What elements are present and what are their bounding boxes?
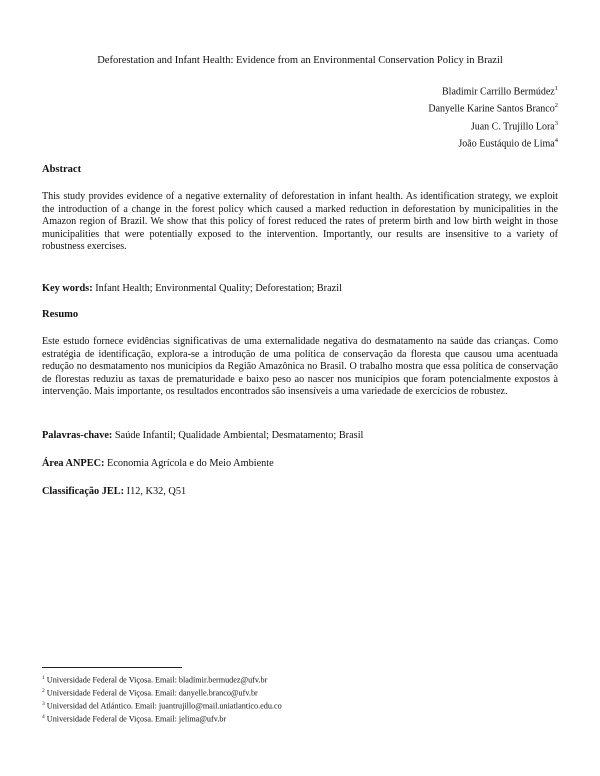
author-footnote-mark: 4 (554, 136, 558, 144)
palavras-chave-value: Saúde Infantil; Qualidade Ambiental; Desmatamento; Brasil (112, 430, 364, 441)
area-anpec-line (42, 458, 274, 469)
paper-title: Deforestation and Infant Health: Evidence from an Environmental Conservation Policy in Brazil (97, 55, 503, 66)
jel-value: I12, K32, Q51 (124, 486, 187, 497)
footnotes (42, 673, 282, 725)
footnote-mark: 4 (42, 714, 45, 721)
jel-line (42, 486, 186, 497)
author-name: Bladimir Carrillo Bermúdez (442, 86, 555, 98)
palavras-chave-line (42, 430, 363, 441)
footnote-3 (42, 699, 282, 712)
footnote-mark: 1 (42, 675, 45, 681)
footnote-1 (42, 673, 282, 686)
author-list (428, 82, 558, 151)
footnote-text: Universidade Federal de Viçosa. Email: bladimir.bermudez@ufv.br (44, 675, 268, 685)
author-footnote-mark: 2 (554, 102, 558, 110)
author-name: João Eustáquio de Lima (458, 138, 555, 150)
area-anpec-label: Área ANPEC: (42, 458, 105, 469)
author-1 (428, 82, 558, 99)
jel-label: Classificação JEL: (42, 486, 125, 497)
author-4 (428, 134, 558, 151)
author-name: Juan C. Trujillo Lora (470, 120, 555, 132)
footnote-text: Universidade Federal de Viçosa. Email: jelima@ufv.br (44, 714, 227, 724)
author-name: Danyelle Karine Santos Branco (428, 103, 555, 115)
keywords-line (42, 283, 342, 294)
footnote-2 (42, 686, 282, 699)
footnote-separator (42, 667, 182, 668)
author-footnote-mark: 1 (554, 85, 558, 92)
abstract-heading: Abstract (42, 164, 82, 175)
keywords-label: Key words: (42, 283, 93, 294)
keywords-value: Infant Health; Environmental Quality; Deforestation; Brazil (92, 283, 342, 294)
author-3 (428, 117, 558, 134)
footnote-mark: 3 (42, 701, 45, 708)
author-footnote-mark: 3 (554, 119, 558, 127)
resumo-text: Este estudo fornece evidências significativas de uma externalidade negativa do desmatamento na saúde das crianças. Como estratégia de identificação, explora-se a introdução de uma política de conservação da floresta que causou uma acentuada redução no desmatamento nos municípios da Região Amazônica no Brasil. O trabalho mostra que essa política de conservação de florestas reduziu as taxas de prematuridade e baixo peso ao nascer nos municípios que foram potencialmente expostos à intervenção. Mais importante, os resultados encontrados são insensíveis a uma variedade de exercícios de robustez. (42, 336, 558, 398)
area-anpec-value: Economia Agrícola e do Meio Ambiente (104, 458, 274, 469)
abstract-text: This study provides evidence of a negative externality of deforestation in infant health. As identification strategy, we exploit the introduction of a change in the forest policy which caused a marked reduction in deforestation by municipalities in the Amazon region of Brazil. We show that this policy of forest reduced the rates of preterm birth and low birth weight in those municipalities that were potentially exposed to the intervention. Importantly, our results are insensitive to a variety of robustness exercises. (42, 191, 558, 253)
footnote-mark: 2 (42, 688, 45, 695)
palavras-chave-label: Palavras-chave: (42, 430, 113, 441)
footnote-text: Universidad del Atlántico. Email: juantrujillo@mail.uniatlantico.edu.co (44, 701, 282, 711)
footnote-text: Universidade Federal de Viçosa. Email: danyelle.branco@ufv.br (44, 688, 258, 698)
footnote-4 (42, 712, 282, 725)
author-2 (428, 99, 558, 116)
resumo-heading: Resumo (42, 309, 79, 320)
